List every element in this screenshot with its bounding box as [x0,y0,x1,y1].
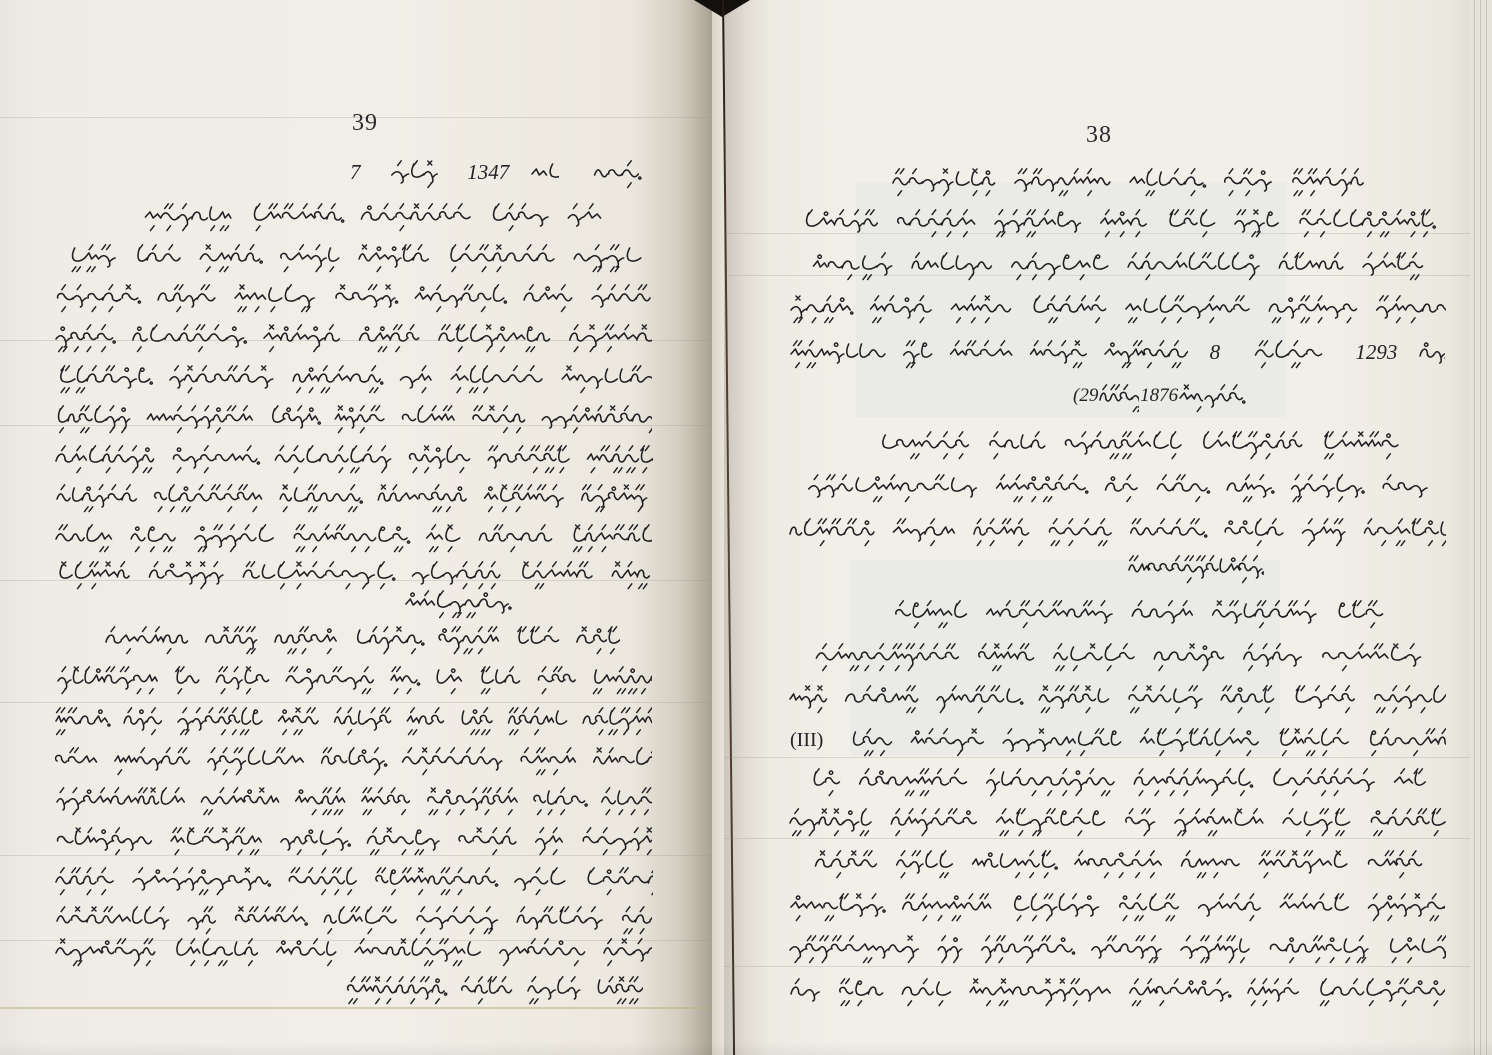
thaana-text [56,478,652,514]
text-line [55,701,652,737]
latin-segment: 1347 [467,160,510,184]
text-line [346,970,643,1006]
thaana-text [789,802,1446,838]
thaana-text [789,929,1446,965]
thaana-text [346,970,643,1006]
thaana-text [789,246,1446,282]
text-line [55,439,653,475]
text-line [810,162,1445,198]
latin-segment: 8 [1209,340,1221,364]
text-line [833,425,1443,461]
text-line [56,781,652,817]
text-line [789,802,1446,838]
text-line [790,762,1446,798]
thaana-text [55,821,652,857]
mixed-text-line [1073,378,1248,414]
text-line [833,594,1443,630]
text-line [55,518,652,554]
text-line [789,246,1446,282]
text-line [55,821,652,857]
thaana-text [810,162,1445,198]
thaana-text [105,197,640,233]
latin-segment: 7 [350,160,361,184]
thaana-text [55,399,652,435]
thaana-text [55,518,652,554]
text-line [790,637,1446,673]
mixed-text-line [790,334,1445,370]
thaana-text [580,154,652,190]
thaana-text [833,594,1443,630]
text-line [55,932,652,968]
thaana-text [57,660,652,696]
text-line [790,844,1446,880]
text-line [56,478,652,514]
text-line [790,887,1445,923]
thaana-text [382,154,446,190]
text-line [56,359,652,395]
thaana-text [790,289,1446,325]
thaana-text [790,637,1446,673]
thaana-text [55,861,653,897]
text-line [790,289,1446,325]
text-line [789,929,1446,965]
thaana-text [790,762,1446,798]
thaana-text [790,468,1445,504]
thaana-text [790,334,1188,370]
text-line [57,660,652,696]
thaana-text [790,844,1446,880]
text-line [55,318,652,354]
thaana-text [1099,378,1139,414]
mixed-text-line [790,722,1446,758]
thaana-text [790,203,1445,239]
thaana-text [56,359,652,395]
page-number: 39 [352,110,378,136]
thaana-text [56,781,652,817]
thaana-text [1419,334,1445,370]
thaana-text [55,701,652,737]
latin-segment: 1876 [1140,385,1179,406]
thaana-text [56,900,652,936]
thaana-text [1204,378,1248,414]
mixed-text-line [350,154,652,190]
text-line [790,972,1445,1008]
thaana-text [833,425,1443,461]
page-number: 38 [1086,122,1112,148]
thaana-text [790,972,1445,1008]
thaana-text [55,318,652,354]
thaana-text [56,555,650,591]
text-line [790,468,1445,504]
text-line [55,741,652,777]
text-line [57,238,652,274]
thaana-text [1179,378,1203,414]
text-line [105,197,640,233]
latin-segment: (III) [790,729,824,751]
text-line [56,900,652,936]
thaana-text [405,584,518,620]
thaana-text [1242,334,1334,370]
text-line [405,584,518,620]
text-line [1128,549,1264,585]
thaana-text [55,932,652,968]
text-line [789,512,1446,548]
thaana-text [57,238,652,274]
latin-segment: 1293 [1355,340,1398,364]
thaana-text [105,620,620,656]
thaana-text [790,887,1445,923]
text-line [55,278,652,314]
thaana-text [1128,549,1264,585]
text-line [789,679,1446,715]
thaana-text [531,154,559,190]
text-line [55,861,653,897]
text-line [105,620,620,656]
thaana-text [789,679,1446,715]
text-line [56,555,650,591]
thaana-text [55,439,653,475]
text-line [790,203,1445,239]
thaana-text [850,722,1446,758]
thaana-text [55,278,652,314]
bottom-edge-shadow [0,1041,1492,1055]
thaana-text [55,741,652,777]
text-line [55,399,652,435]
thaana-text [789,512,1446,548]
latin-segment: (29 [1073,385,1099,406]
